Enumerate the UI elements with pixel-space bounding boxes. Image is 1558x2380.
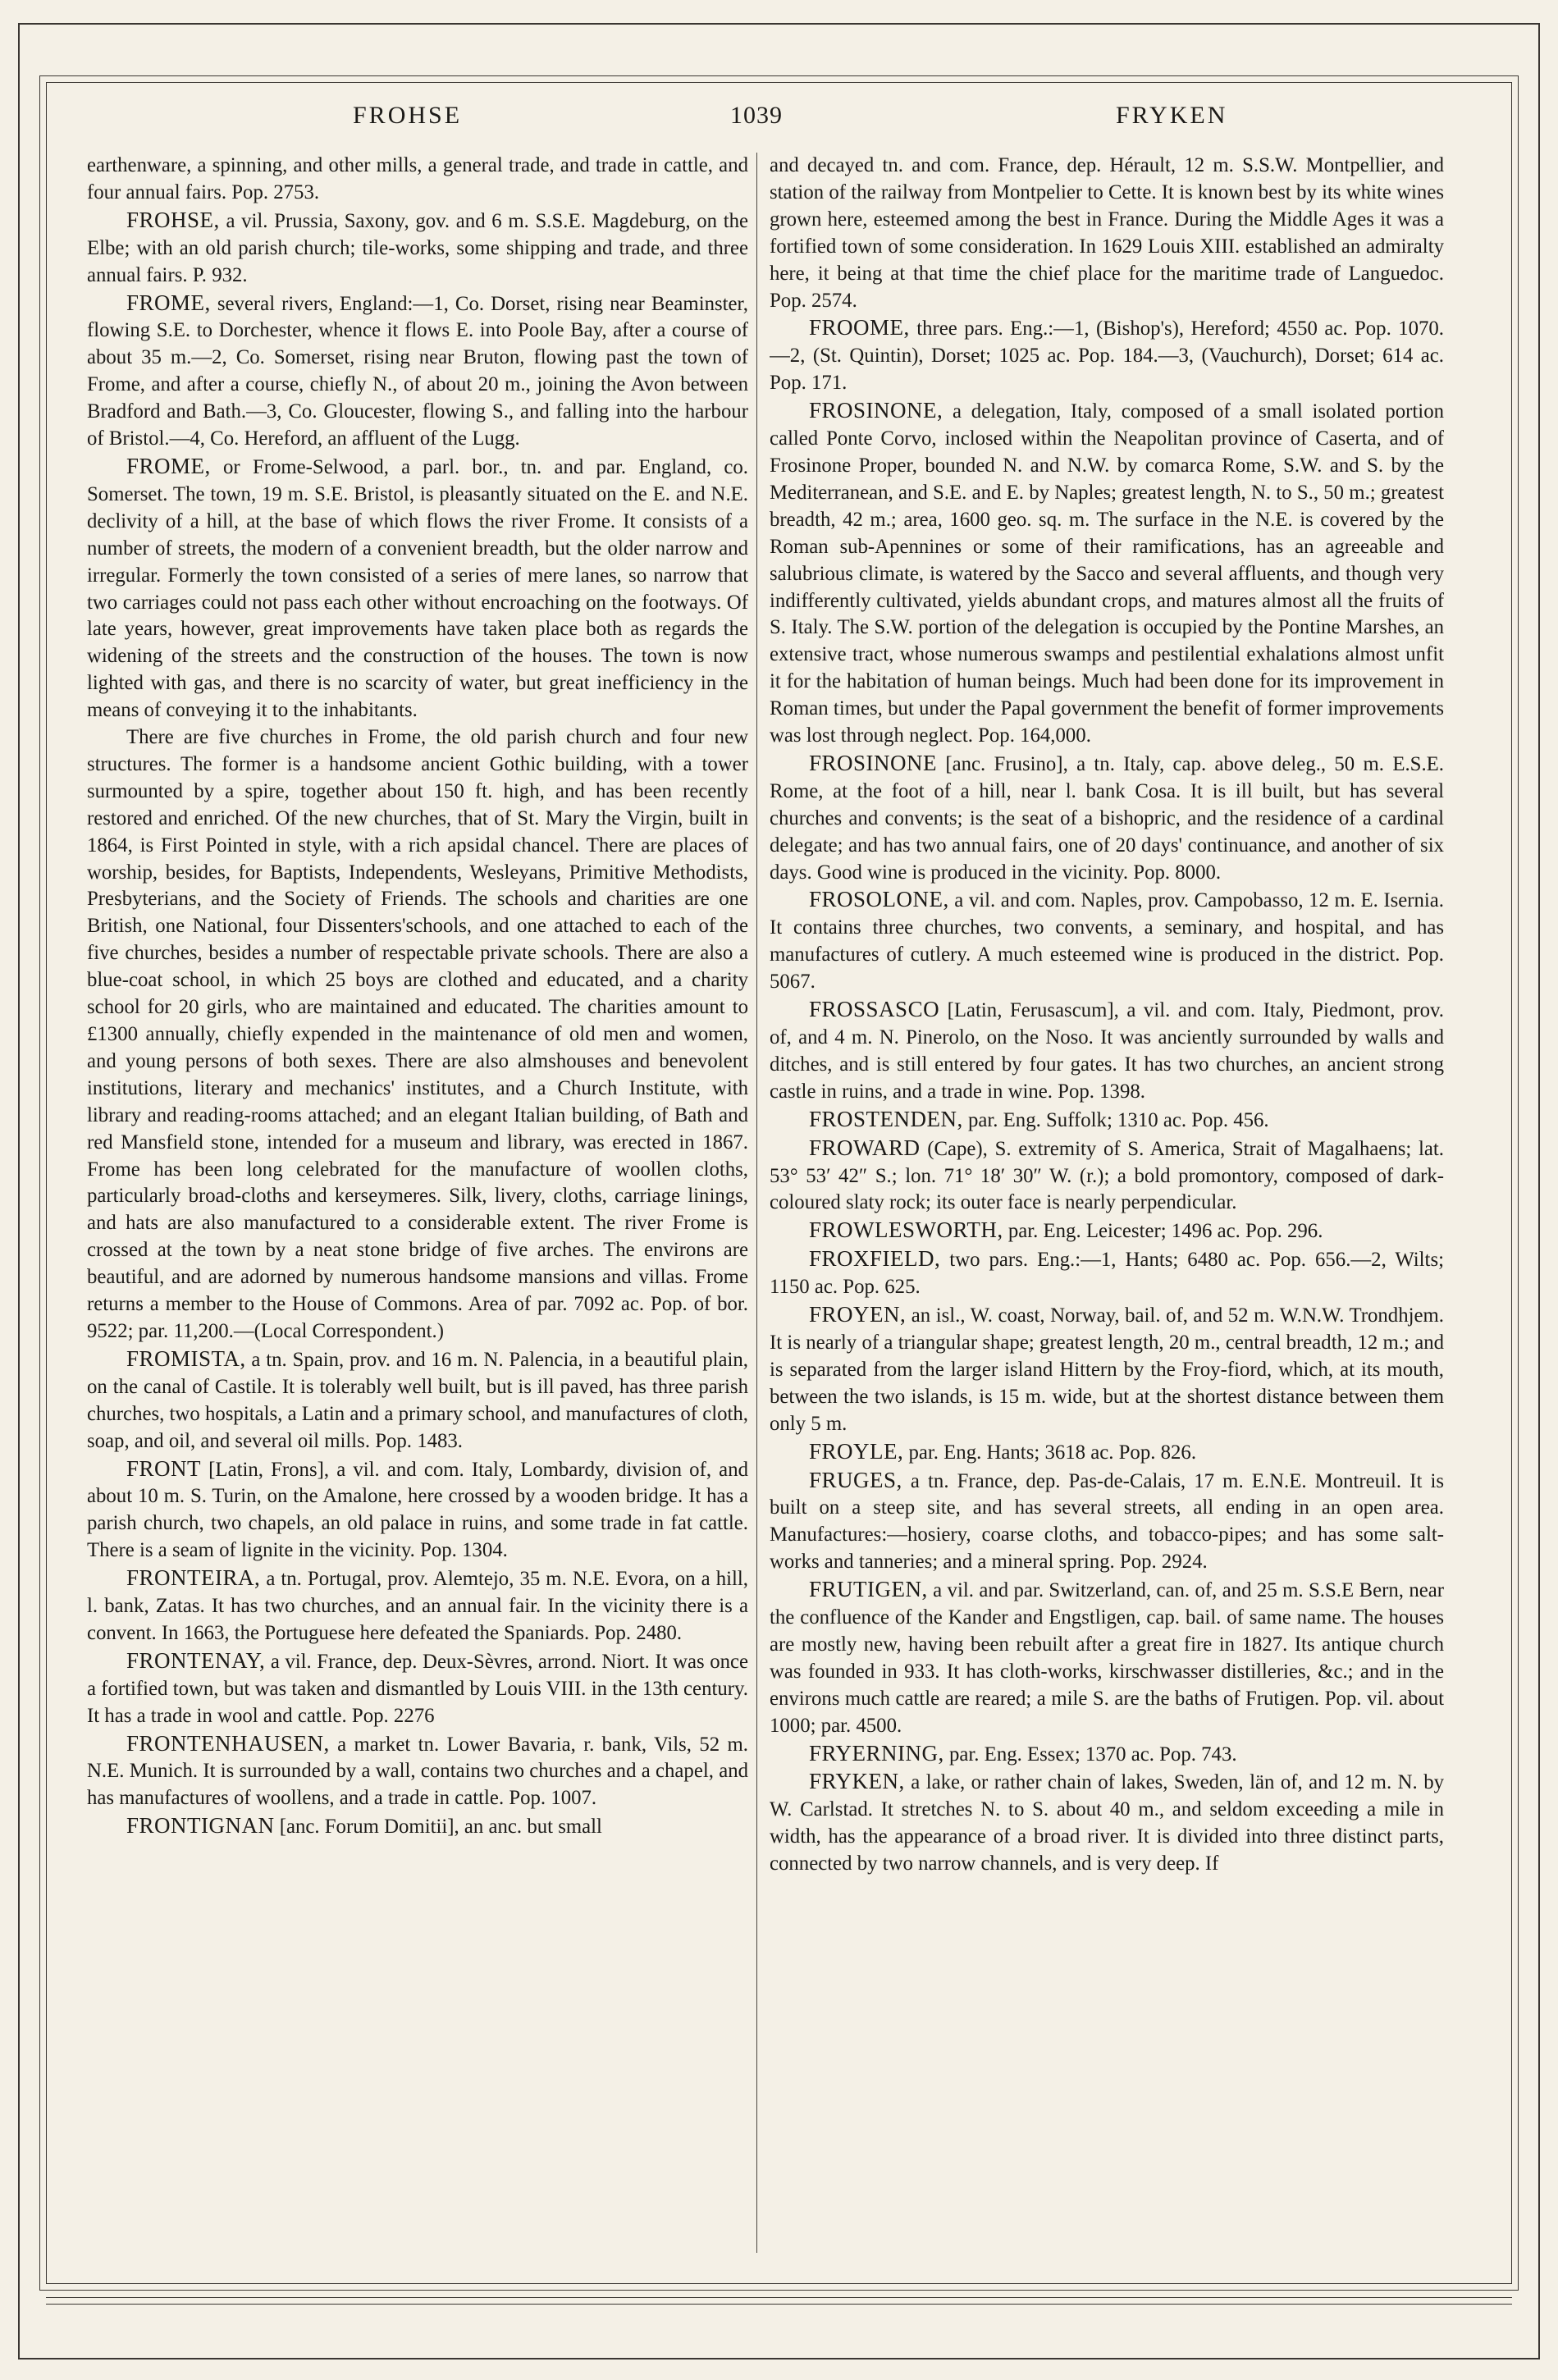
- entry-text: a vil. France, dep. Deux-Sèvres, arrond. Niort. It was once a fortified town, but was taken and dismantled by Louis VIII. in the 13th century. It has a trade in wool and cattle. Pop. 2276: [87, 1650, 748, 1727]
- dictionary-entry: [770, 996, 1444, 1106]
- dictionary-entry: [87, 1455, 748, 1565]
- dictionary-entry: [770, 1106, 1444, 1135]
- entry-text: or Frome-Selwood, a parl. bor., tn. and par. England, co. Somerset. The town, 19 m. S.E. Bristol, is pleasantly situated on the E. and N.E. declivity of a hill, at the base of which flows the river Frome. It consists of a number of streets, the modern of a convenient breadth, but the older narrow and irregular. Formerly the town consisted of a series of mere lanes, so narrow that two carriages could not pass each other without encroaching on the footways. Of late years, however, great improvements have taken place both as regards the widening of the streets and the construction of the houses. The town is now lighted with gas, and there is no scarcity of water, but great inefficiency in the means of conveying it to the inhabitants.: [87, 455, 748, 722]
- dictionary-entry: [87, 207, 748, 290]
- entry-text: and decayed tn. and com. France, dep. Hérault, 12 m. S.S.W. Montpellier, and station of the railway from Montpelier to Cette. It is known best by its white wines grown here, esteemed among the best in France. During the Middle Ages it was a fortified town of some consideration. In 1629 Louis XIII. established an admiralty here, it being at that time the chief place for the maritime trade of Languedoc. Pop. 2574.: [770, 154, 1444, 312]
- entry-headword: FRONTENHAUSEN,: [126, 1730, 330, 1756]
- entry-headword: FRUTIGEN,: [809, 1577, 928, 1602]
- dictionary-entry: [87, 153, 748, 207]
- entry-text: par. Eng. Suffolk; 1310 ac. Pop. 456.: [962, 1108, 1269, 1131]
- entry-headword: FRUGES,: [809, 1467, 902, 1492]
- entry-text: [anc. Frusino], a tn. Italy, cap. above deleg., 50 m. E.S.E. Rome, at the foot of a hill, near l. bank Cosa. It is ill built, but has several churches and convents; is the seat of a bishopric, and the residence of a cardinal delegate; and has two annual fairs, one of 20 days' continuance, and another of six days. Good wine is produced in the vicinity. Pop. 8000.: [770, 752, 1444, 884]
- dictionary-entry: [770, 1217, 1444, 1245]
- entry-headword: FRONTEIRA,: [126, 1565, 261, 1591]
- entry-headword: FROOME,: [809, 315, 910, 340]
- running-header: [74, 102, 1485, 139]
- entry-headword: FRONT: [126, 1455, 202, 1481]
- entry-text: two pars. Eng.:—1, Hants; 6480 ac. Pop. 656.—2, Wilts; 1150 ac. Pop. 625.: [770, 1249, 1444, 1299]
- entry-headword: FROSSASCO: [809, 997, 940, 1022]
- page-number: 1039: [730, 102, 783, 129]
- dictionary-entry: [770, 1301, 1444, 1438]
- dictionary-entry: [770, 886, 1444, 996]
- entry-text: a vil. and com. Naples, prov. Campobasso, 12 m. E. Isernia. It contains three churches, two convents, a seminary, and hospital, and has manufactures of cutlery. A much esteemed wine is produced in the district. Pop. 5067.: [770, 889, 1444, 994]
- entry-text: [Latin, Frons], a vil. and com. Italy, Lombardy, division of, and about 10 m. S. Turin, on the Amalone, here crossed by a wooden bridge. It has a parish church, two chapels, an old palace in ruins, and some trade in fat cattle. There is a seam of lignite in the vicinity. Pop. 1304.: [87, 1458, 748, 1562]
- left-column: [87, 153, 748, 2261]
- entry-text: several rivers, England:—1, Co. Dorset, rising near Beaminster, flowing S.E. to Dorchester, whence it flows E. into Poole Bay, after a course of about 35 m.—2, Co. Somerset, rising near Bruton, flowing past the town of Frome, and after a course, chiefly N., of about 20 m., joining the Avon between Bradford and Bath.—3, Co. Gloucester, flowing S., and falling into the harbour of Bristol.—4, Co. Hereford, an affluent of the Lugg.: [87, 292, 748, 450]
- entry-headword: FROHSE,: [126, 207, 220, 232]
- entry-headword: FRONTIGNAN: [126, 1813, 275, 1839]
- right-column: [770, 153, 1444, 2261]
- dictionary-entry: [87, 453, 748, 724]
- entry-text: There are five churches in Frome, the old parish church and four new structures. The former is a handsome ancient Gothic building, with a tower surmounted by a spire, together about 150 ft. high, and has been recently restored and enriched. Of the new churches, that of St. Mary the Virgin, built in 1864, is First Pointed in style, with a rich apsidal chancel. There are places of worship, besides, for Baptists, Independents, Wesleyans, Primitive Methodists, Presbyterians, and the Society of Friends. The schools and charities are one British, one National, four Dissenters'schools, and one attached to each of the five churches, besides a number of respectable private schools. There are also a blue-coat school, in which 25 boys are clothed and educated, and a charity school for 20 girls, who are maintained and educated. The charities amount to £1300 annually, chiefly expended in the maintenance of old men and women, and young persons of both sexes. There are also almshouses and benevolent institutions, literary and mechanics' institutes, and a Church Institute, with library and reading-rooms attached; and an elegant Italian building, of Bath and red Mansfield stone, intended for a museum and library, was erected in 1867. Frome has been long celebrated for the manufacture of woollen cloths, particularly broad-cloths and kerseymeres. Silk, livery, cloths, carriage linings, and hats are also manufactured to a considerable extent. The river Frome is crossed at the town by a neat stone bridge of five arches. The environs are beautiful, and are adorned by numerous handsome mansions and villas. Frome returns a member to the House of Commons. Area of par. 7092 ac. Pop. of bor. 9522; par. 11,200.—(Local Correspondent.): [87, 726, 748, 1342]
- entry-headword: FROWARD: [809, 1135, 921, 1160]
- entry-text: an isl., W. coast, Norway, bail. of, and 52 m. W.N.W. Trondhjem. It is nearly of a triangular shape; greatest length, 20 m., central breadth, 12 m.; and is separated from the larger island Hittern by the Froy-fiord, which, at its mouth, between the two islands, is 15 m. wide, but at the shortest distance between them only 5 m.: [770, 1304, 1444, 1435]
- entry-text: three pars. Eng.:—1, (Bishop's), Hereford; 4550 ac. Pop. 1070.—2, (St. Quintin), Dorset; 1025 ac. Pop. 184.—3, (Vauchurch), Dorset; 614 ac. Pop. 171.: [770, 317, 1444, 395]
- entry-text: a delegation, Italy, composed of a small isolated portion called Ponte Corvo, inclosed within the Neapolitan province of Caserta, and of Frosinone Proper, bounded N. and N.W. by comarca Rome, S.W. and S. by the Mediterranean, and S.E. and E. by Naples; greatest length, N. to S., 50 m.; greatest breadth, 42 m.; area, 1600 geo. sq. m. The surface in the N.E. is covered by the Roman sub-Apennines or some of their ramifications, has an agreeable and salubrious climate, is watered by the Sacco and several affluents, and though very indifferently cultivated, yields abundant crops, and matures almost all the fruits of S. Italy. The S.W. portion of the delegation is occupied by the Pontine Marshes, an extensive tract, whose numerous swamps and pestilential exhalations almost unfit it for the habitation of human beings. Much had been done for its improvement in Roman times, but under the Papal government the benefit of former improvements was lost through neglect. Pop. 164,000.: [770, 400, 1444, 747]
- dictionary-entry: [87, 1730, 748, 1813]
- column-divider: [756, 153, 757, 2253]
- dictionary-entry: [770, 750, 1444, 887]
- entry-headword: FROSOLONE,: [809, 887, 949, 912]
- entry-text: [Latin, Ferusascum], a vil. and com. Italy, Piedmont, prov. of, and 4 m. N. Pinerolo, on the Noso. It was anciently surrounded by walls and ditches, and is still entered by four gates. It has two churches, an ancient strong castle in ruins, and a trade in wine. Pop. 1398.: [770, 999, 1444, 1103]
- entry-text: par. Eng. Hants; 3618 ac. Pop. 826.: [903, 1441, 1197, 1464]
- entry-text: a tn. France, dep. Pas-de-Calais, 17 m. E.N.E. Montreuil. It is built on a steep site, and has several streets, all ending in an open area. Manufactures:—hosiery, coarse cloths, and tobacco-pipes; and has some salt-works and tanneries; and a mineral spring. Pop. 2924.: [770, 1469, 1444, 1574]
- dictionary-entry: [770, 1467, 1444, 1577]
- dictionary-entry: [87, 1647, 748, 1730]
- dictionary-entry: [87, 290, 748, 453]
- footer-rule-2: [46, 2304, 1512, 2305]
- entry-text: [anc. Forum Domitii], an anc. but small: [274, 1816, 602, 1839]
- dictionary-entry: [770, 1135, 1444, 1217]
- dictionary-entry: [770, 1438, 1444, 1467]
- dictionary-entry: [770, 1768, 1444, 1878]
- entry-headword: FRYERNING,: [809, 1740, 944, 1766]
- entry-headword: FROYLE,: [809, 1438, 904, 1464]
- entry-text: a vil. and par. Switzerland, can. of, and 25 m. S.S.E Bern, near the confluence of the Kander and Engstligen, cap. bail. of same name. The houses are mostly new, having been rebuilt after a great fire in 1827. Its antique church was founded in 933. It has cloth-works, kirschwasser distilleries, &c.; and in the environs much cattle are reared; a mile S. are the baths of Frutigen. Pop. vil. about 1000; par. 4500.: [770, 1579, 1444, 1737]
- entry-text: par. Eng. Leicester; 1496 ac. Pop. 296.: [1003, 1220, 1323, 1243]
- dictionary-entry: [87, 724, 748, 1345]
- dictionary-entry: [87, 1812, 748, 1841]
- entry-headword: FROYEN,: [809, 1302, 907, 1327]
- header-left-word: FROHSE: [353, 102, 463, 129]
- entry-text: a tn. Portugal, prov. Alemtejo, 35 m. N.E. Evora, on a hill, l. bank, Zatas. It has two churches, and an annual fair. In the vicinity there is a convent. In 1663, the Portuguese here defeated the Spaniards. Pop. 2480.: [87, 1568, 748, 1644]
- header-right-word: FRYKEN: [1116, 102, 1228, 129]
- entry-headword: FROMISTA,: [126, 1345, 246, 1371]
- entry-text: par. Eng. Essex; 1370 ac. Pop. 743.: [943, 1743, 1237, 1766]
- entry-headword: FRYKEN,: [809, 1769, 905, 1794]
- dictionary-entry: [770, 1740, 1444, 1769]
- entry-headword: FROXFIELD,: [809, 1246, 941, 1272]
- entry-text: a vil. Prussia, Saxony, gov. and 6 m. S.S.E. Magdeburg, on the Elbe; with an old parish church; tile-works, some shipping and trade, and three annual fairs. P. 932.: [87, 209, 748, 286]
- dictionary-entry: [87, 1345, 748, 1455]
- entry-headword: FROWLESWORTH,: [809, 1217, 1003, 1243]
- dictionary-entry: [770, 153, 1444, 314]
- entry-text: a market tn. Lower Bavaria, r. bank, Vils, 52 m. N.E. Munich. It is surrounded by a wall, contains two churches and a chapel, and has manufactures of woollens, and a trade in cattle. Pop. 1007.: [87, 1733, 748, 1810]
- footer-rule: [46, 2297, 1512, 2298]
- entry-headword: FROSINONE: [809, 750, 938, 775]
- entry-headword: FROME,: [126, 290, 211, 315]
- dictionary-entry: [770, 1576, 1444, 1739]
- dictionary-entry: [770, 314, 1444, 397]
- entry-headword: FROSTENDEN,: [809, 1106, 963, 1131]
- entry-headword: FRONTENAY,: [126, 1647, 266, 1673]
- dictionary-entry: [770, 397, 1444, 750]
- entry-headword: FROSINONE,: [809, 398, 943, 423]
- dictionary-entry: [87, 1565, 748, 1647]
- entry-headword: FROME,: [126, 453, 211, 478]
- dictionary-entry: [770, 1245, 1444, 1301]
- entry-text: a lake, or rather chain of lakes, Sweden, län of, and 12 m. N. by W. Carlstad. It stretches N. to S. about 40 m., and seldom exceeding a mile in width, has the appearance of a broad river. It is divided into three distinct parts, connected by two narrow channels, and is very deep. If: [770, 1771, 1444, 1875]
- entry-text: a tn. Spain, prov. and 16 m. N. Palencia, in a beautiful plain, on the canal of Castile. It is tolerably well built, but is ill paved, has three parish churches, two hospitals, a Latin and a primary school, and manufactures of cloth, soap, and oil, and several oil mills. Pop. 1483.: [87, 1348, 748, 1452]
- entry-text: earthenware, a spinning, and other mills, a general trade, and trade in cattle, and four annual fairs. Pop. 2753.: [87, 154, 748, 203]
- entry-text: (Cape), S. extremity of S. America, Strait of Magalhaens; lat. 53° 53′ 42″ S.; lon. 71° 18′ 30″ W. (r.); a bold promontory, composed of dark-coloured slaty rock; its outer face is nearly perpendicular.: [770, 1137, 1444, 1214]
